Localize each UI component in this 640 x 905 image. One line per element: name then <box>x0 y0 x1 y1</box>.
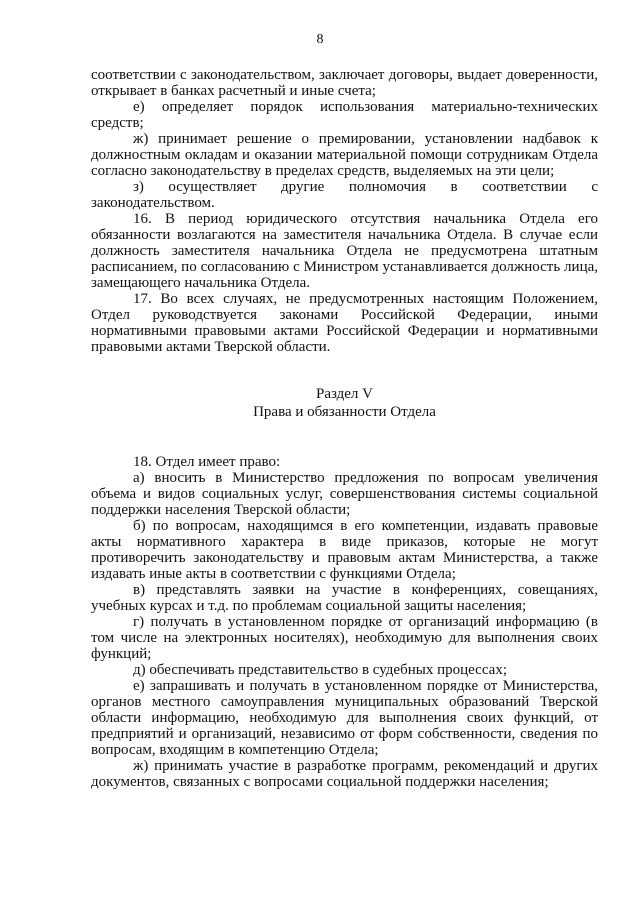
paragraph: з) осуществляет другие полномочия в соответствии с законодательством. <box>91 179 598 211</box>
paragraph: 17. Во всех случаях, не предусмотренных настоящим Положением, Отдел руководствуется законами Российской Федерации, иными нормативными правовыми актами Российской Федерации и нормативными правовыми актами Тверской области. <box>91 291 598 355</box>
paragraph: ж) принимает решение о премировании, установлении надбавок к должностным окладам и оказании материальной помощи сотрудникам Отдела согласно законодательству в пределах средств, выделяемых на эти цели; <box>91 131 598 179</box>
paragraphs-after-section <box>91 454 598 790</box>
paragraph: е) запрашивать и получать в установленном порядке от Министерства, органов местного самоуправления муниципальных образований Тверской области информацию, необходимую для выполнения своих функций, от предприятий и организаций, независимо от форм собственности, сведения по вопросам, входящим в компетенцию Отдела; <box>91 678 598 758</box>
paragraph: 16. В период юридического отсутствия начальника Отдела его обязанности возлагаются на заместителя начальника Отдела. В случае если должность заместителя начальника Отдела не предусмотрена штатным расписанием, по согласованию с Министром устанавливается должность лица, замещающего начальника Отдела. <box>91 211 598 291</box>
paragraph: е) определяет порядок использования материально-технических средств; <box>91 99 598 131</box>
document-body <box>91 67 598 790</box>
section-number: Раздел V <box>315 386 373 402</box>
section-heading <box>91 386 598 420</box>
paragraph: б) по вопросам, находящимся в его компетенции, издавать правовые акты нормативного характера в виде приказов, которые не могут противоречить законодательству и правовым актам Министерства, а также издавать иные акты в соответствии с функциями Отдела; <box>91 518 598 582</box>
paragraph: 18. Отдел имеет право: <box>133 454 281 470</box>
paragraph: г) получать в установленном порядке от организаций информацию (в том числе на электронных носителях), необходимую для выполнения своих функций; <box>91 614 598 662</box>
paragraph: в) представлять заявки на участие в конференциях, совещаниях, учебных курсах и т.д. по проблемам социальной защиты населения; <box>91 582 598 614</box>
paragraph: а) вносить в Министерство предложения по вопросам увеличения объема и видов социальных услуг, совершенствования системы социальной поддержки населения Тверской области; <box>91 470 598 518</box>
paragraphs-before-section <box>91 67 598 355</box>
paragraph: соответствии с законодательством, заключает договоры, выдает доверенности, открывает в банках расчетный и иные счета; <box>91 67 598 99</box>
page-number: 8 <box>316 32 324 47</box>
paragraph: ж) принимать участие в разработке программ, рекомендаций и других документов, связанных с вопросами социальной поддержки населения; <box>91 758 598 790</box>
section-title: Права и обязанности Отдела <box>253 404 436 420</box>
paragraph: д) обеспечивать представительство в судебных процессах; <box>133 662 507 678</box>
